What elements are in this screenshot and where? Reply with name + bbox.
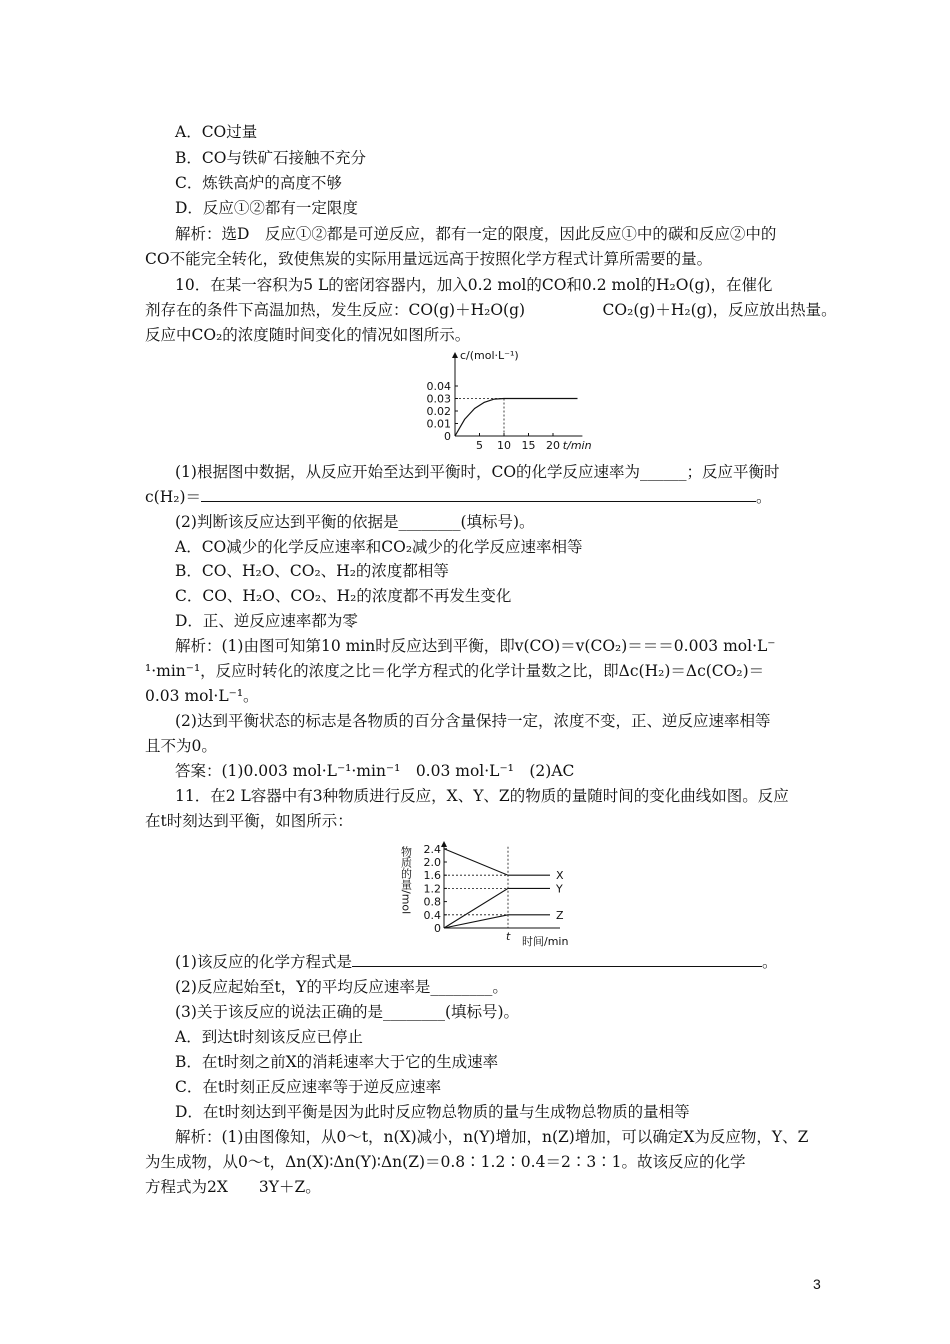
q11-stem-line2: 在t时刻达到平衡，如图所示： (145, 812, 353, 830)
q10-sub2: (2)判断该反应达到平衡的依据是________(填标号)。 (175, 513, 535, 531)
co2-concentration-line (455, 399, 578, 437)
q9-analysis-line1: 解析：选D 反应①②都是可逆反应，都有一定的限度，因此反应①中的碳和反应②中的 (175, 225, 777, 243)
q10-answer: 答案：(1)0.003 mol·L⁻¹·min⁻¹ 0.03 mol·L⁻¹ (2)AC (175, 762, 575, 780)
x-axis-label: 时间/min (522, 935, 569, 948)
y-tick-label: 0.04 (426, 380, 451, 393)
q10-analysis-line2: ¹·min⁻¹，反应时转化的浓度之比＝化学方程式的化学计量数之比，即Δc(H₂)＝Δc(CO₂)＝ (145, 662, 765, 680)
q10-analysis-line4: (2)达到平衡状态的标志是各物质的百分含量保持一定，浓度不变，正、逆反应速率相等 (175, 712, 771, 730)
q11-sub1 (175, 952, 777, 972)
q11-sub3: (3)关于该反应的说法正确的是________(填标号)。 (175, 1003, 520, 1021)
x-tick-label: 20 (546, 439, 560, 452)
chart2-guides (444, 847, 508, 928)
q11-stem-line1: 11．在2 L容器中有3种物质进行反应，X、Y、Z的物质的量随时间的变化曲线如图。反应 (175, 787, 789, 805)
series-X-label: X (556, 869, 564, 883)
series-Y-line (444, 888, 550, 928)
origin-label: 0 (444, 430, 451, 443)
series-Z-label: Z (556, 908, 564, 922)
q9-option-b: B．CO与铁矿石接触不充分 (175, 149, 366, 167)
q11-option-c: C．在t时刻正反应速率等于逆反应速率 (175, 1078, 442, 1096)
y-tick-label: 0.8 (423, 895, 441, 909)
q10-sub1-label: c(H₂)＝ (145, 488, 202, 506)
y-tick-label: 1.6 (423, 869, 441, 883)
q10-option-a: A．CO减少的化学反应速率和CO₂减少的化学反应速率相等 (175, 538, 583, 556)
q9-option-d: D．反应①②都有一定限度 (175, 199, 358, 217)
y-axis-arrow (441, 841, 447, 847)
q10-h2-answer-blank (201, 487, 756, 502)
series-X-line (444, 849, 550, 875)
q10-option-b: B．CO、H₂O、CO₂、H₂的浓度都相等 (175, 562, 449, 580)
y-axis-label: 物质的量/mol (399, 846, 413, 915)
q11-option-d: D．在t时刻达到平衡是因为此时反应物总物质的量与生成物总物质的量相等 (175, 1103, 690, 1121)
q11-analysis-line1: 解析：(1)由图像知，从0～t，n(X)减小，n(Y)增加，n(Z)增加，可以确定X为反应物，Y、Z (175, 1128, 809, 1146)
y-tick-label: 0.03 (426, 392, 451, 406)
y-tick-label: 0.01 (426, 417, 451, 431)
y-tick-label: 0.02 (426, 405, 451, 418)
q9-analysis-line2: CO不能完全转化，致使焦炭的实际用量远远高于按照化学方程式计算所需要的量。 (145, 250, 713, 268)
y-tick-label: 2.0 (423, 856, 441, 869)
q10-analysis-line3: 0.03 mol·L⁻¹。 (145, 687, 259, 705)
q11-option-b: B．在t时刻之前X的消耗速率大于它的生成速率 (175, 1053, 499, 1071)
q10-stem-line3: 反应中CO₂的浓度随时间变化的情况如图所示。 (145, 326, 471, 344)
page-number: 3 (813, 1276, 821, 1292)
q11-analysis-line2: 为生成物，从0～t，Δn(X)∶Δn(Y)∶Δn(Z)＝0.8∶1.2∶0.4＝2∶3∶1。故该反应的化学 (145, 1153, 746, 1171)
series-Y-label: Y (556, 882, 563, 896)
q10-analysis-line1: 解析：(1)由图可知第10 min时反应达到平衡，即v(CO)＝v(CO₂)＝＝＝0.003 mol·L⁻ (175, 637, 776, 655)
q11-sub1-label: (1)该反应的化学方程式是 (175, 953, 352, 971)
q11-equation-answer-blank (352, 952, 762, 967)
q11-analysis-line3: 方程式为2X 3Y＋Z。 (145, 1178, 321, 1196)
chart1-labels (427, 349, 592, 452)
q9-option-c: C．炼铁高炉的高度不够 (175, 174, 342, 192)
origin-label: 0 (434, 922, 441, 935)
co2-concentration-chart (405, 349, 592, 455)
x-tick-label-t: t (506, 930, 511, 943)
chart1-guides (455, 399, 504, 437)
x-tick-label: 15 (521, 439, 536, 452)
q11-sub1-end: 。 (761, 953, 778, 971)
y-tick-label: 0.4 (423, 908, 441, 922)
y-axis-label: c/(mol·L⁻¹) (460, 349, 519, 362)
y-tick-label: 2.4 (423, 842, 441, 856)
q10-sub1-line1: (1)根据图中数据，从反应开始至达到平衡时，CO的化学反应速率为______；反应平衡时 (175, 463, 780, 481)
q10-stem-line2: 剂存在的条件下高温加热，发生反应：CO(g)＋H₂O(g) CO₂(g)＋H₂(g)，反应放出热量。 (145, 301, 837, 319)
x-axis-label: t/min (562, 439, 592, 452)
q10-sub1-end: 。 (756, 488, 772, 506)
y-tick-label: 1.2 (423, 882, 441, 896)
q10-option-d: D．正、逆反应速率都为零 (175, 612, 358, 630)
x-tick-label: 10 (497, 439, 511, 452)
chart2-labels (400, 843, 569, 948)
q10-option-c: C．CO、H₂O、CO₂、H₂的浓度都不再发生变化 (175, 587, 512, 605)
chart1-axes (452, 352, 582, 436)
q11-sub2: (2)反应起始至t，Y的平均反应速率是________。 (175, 978, 508, 996)
substance-amount-chart (398, 840, 588, 948)
q9-option-a: A．CO过量 (175, 123, 258, 141)
chart1-series (455, 399, 578, 437)
q10-sub1-line2 (145, 487, 772, 507)
series-Z-line (444, 915, 550, 928)
q11-option-a: A．到达t时刻该反应已停止 (175, 1028, 363, 1046)
q10-analysis-line5: 且不为0。 (145, 737, 217, 755)
y-axis-arrow (452, 352, 458, 358)
q10-stem-line1: 10．在某一容积为5 L的密闭容器内，加入0.2 mol的CO和0.2 mol的H₂O(g)，在催化 (175, 276, 773, 294)
x-tick-label: 5 (476, 439, 483, 452)
